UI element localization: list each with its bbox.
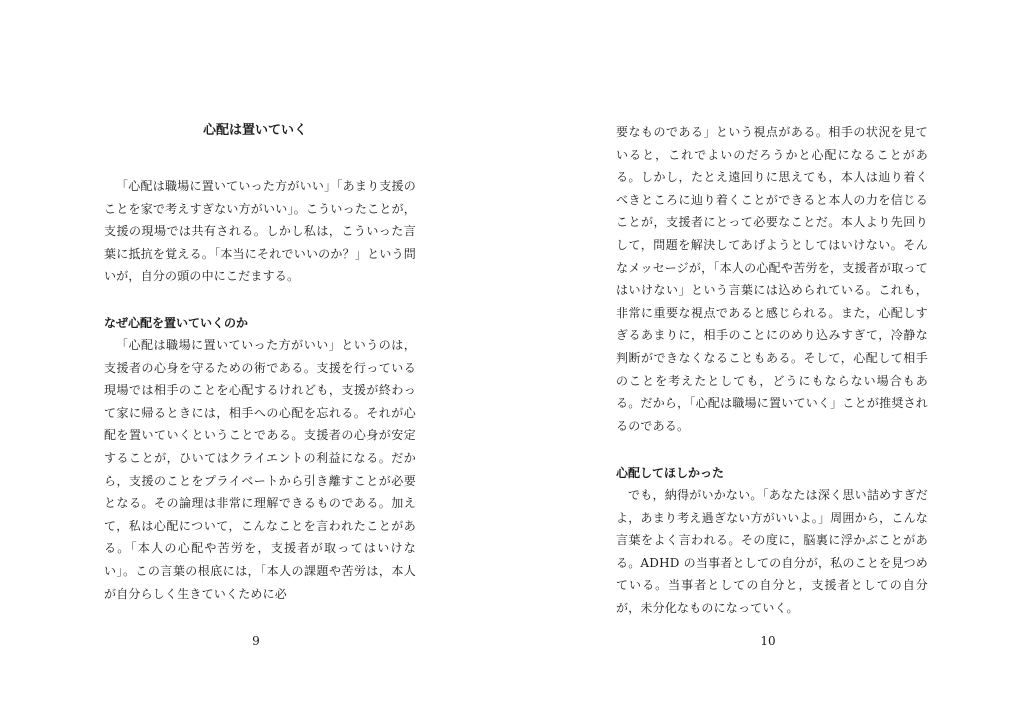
continuation-block xyxy=(616,121,928,437)
section1-block xyxy=(104,312,416,605)
section1-paragraph: 「心配は職場に置いていった方がいい」というのは，支援者の心身を守るための術である。支援を行っている現場では相手のことを心配するけれども，支援が終わって家に帰るときには，相手への心配を忘れる。それが心配を置いていくということである。支援者の心身が安定することが，ひいてはクライエントの利益になる。だから，支援のことをプライベートから引き離すことが必要となる。その論理は非常に理解できるものである。加えて，私は心配について，こんなことを言われたことがある。「本人の心配や苦労を，支援者が取ってはいけない」。この言葉の根底には，「本人の課題や苦労は，本人が自分らしく生きていくために必 xyxy=(104,338,416,601)
continuation-paragraph: 要なものである」という視点がある。相手の状況を見ていると，これでよいのだろうかと心配になることがある。しかし，たとえ遠回りに思えても，本人は辿り着くべきところに辿り着くことができると本人の力を信じることが，支援者にとって必要なことだ。本人より先回りして，問題を解決してあげようとしてはいけない。そんなメッセージが，「本人の心配や苦労を，支援者が取ってはいけない」という言葉には込められている。これも，非常に重要な視点であると感じられる。また，心配しすぎるあまりに，相手のことにのめり込みすぎて，冷静な判断ができなくなることもある。そして，心配して相手のことを考えたとしても，どうにもならない場合もある。だから，「心配は職場に置いていく」ことが推奨されるのである。 xyxy=(616,125,928,433)
chapter-title: 心配は置いていく xyxy=(202,123,307,138)
section2-block xyxy=(616,462,928,620)
intro-block xyxy=(104,175,416,288)
section2-paragraph: でも，納得がいかない。「あなたは深く思い詰めすぎだよ，あまり考え過ぎない方がいいよ。」周囲から，こんな言葉をよく言われる。その度に，脳裏に浮かぶことがある。ADHD の当事者としての自分が，私のことを見つめている。当事者としての自分と，支援者としての自分が，未分化なものになっていく。 xyxy=(616,488,928,615)
intro-paragraph: 「心配は職場に置いていった方がいい」「あまり支援のことを家で考えすぎない方がいい」。こういったことが，支援の現場では共有される。しかし私は，こういった言葉に抵抗を覚える。「本当にそれでいいのか？」という問いが，自分の頭の中にこだまする。 xyxy=(104,179,416,284)
section1-heading: なぜ心配を置いていくのか xyxy=(104,316,249,330)
page-number-right: 10 xyxy=(760,634,776,648)
right-page xyxy=(512,0,1024,724)
section2-heading: 心配してほしかった xyxy=(616,466,725,480)
page-number-left: 9 xyxy=(252,634,260,648)
